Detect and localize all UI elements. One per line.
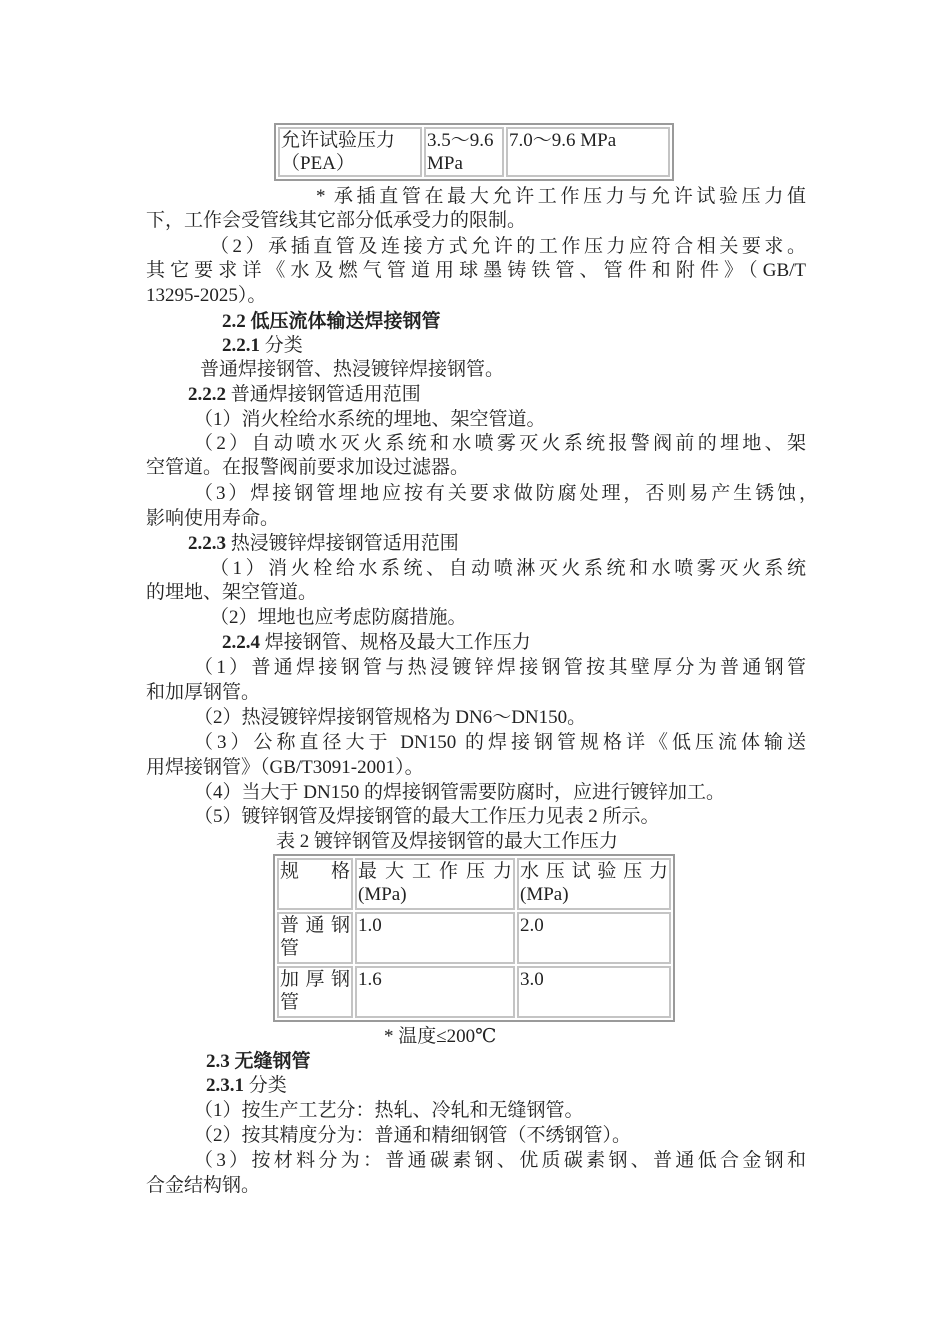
cell-text: 加厚钢: [280, 969, 350, 990]
header-text: 水压试验压力: [520, 861, 668, 882]
subsection-number: 2.2.4: [222, 632, 260, 653]
table-row: [277, 912, 671, 964]
list-item-continued: 的埋地、架空管道。: [146, 582, 318, 603]
subsection-heading: [188, 383, 421, 407]
table-cell: 1.0: [355, 912, 515, 964]
section-number: 2.2: [222, 311, 246, 332]
list-item: （2）自动喷水灭火系统和水喷雾灭火系统报警阀前的埋地、架: [194, 433, 806, 454]
list-item: （1）按生产工艺分：热轧、冷轧和无缝钢管。: [194, 1100, 584, 1121]
paragraph-line: 普通焊接钢管、热浸镀锌焊接钢管。: [200, 359, 505, 380]
table-header-row: [277, 858, 671, 910]
list-item-continued: 和加厚钢管。: [146, 682, 261, 703]
note-line: * 承插直管在最大允许工作压力与允许试验压力值: [316, 186, 806, 207]
steel-pipe-pressure-table: [273, 854, 675, 1022]
table-caption: 表 2 镀锌钢管及焊接钢管的最大工作压力: [276, 831, 619, 852]
subsection-title: 焊接钢管、规格及最大工作压力: [264, 632, 531, 653]
table-row: [277, 966, 671, 1018]
list-item-continued: 影响使用寿命。: [146, 508, 280, 529]
subsection-number: 2.3.1: [206, 1075, 244, 1096]
list-item-continued: 合金结构钢。: [146, 1175, 261, 1196]
list-item: （2）热浸镀锌焊接钢管规格为 DN6～DN150。: [194, 707, 587, 728]
cell-text: 允许试验压力: [281, 130, 396, 151]
table-cell: 1.6: [355, 966, 515, 1018]
cell-text: 管: [280, 992, 300, 1013]
section-title: 无缝钢管: [234, 1051, 311, 1072]
paragraph-line: 其它要求详《水及燃气管道用球墨铸铁管、管件和附件》（GB/T: [146, 260, 806, 281]
header-text: (MPa): [520, 884, 569, 905]
section-heading: [222, 310, 441, 334]
subsection-heading: [206, 1074, 287, 1098]
subsection-heading: [188, 532, 459, 556]
table-cell: 2.0: [517, 912, 671, 964]
list-item-continued: 用焊接钢管》（GB/T3091-2001）。: [146, 757, 424, 778]
cell-text: （PEA）: [281, 153, 355, 174]
cell-text: 3.5～9.6: [427, 130, 494, 151]
list-item: （3）公称直径大于 DN150 的焊接钢管规格详《低压流体输送: [194, 732, 806, 753]
table-note: * 温度≤200℃: [384, 1026, 497, 1047]
list-item: （4）当大于 DN150 的焊接钢管需要防腐时，应进行镀锌加工。: [194, 782, 725, 803]
list-item: （2）按其精度分为：普通和精细钢管（不绣钢管）。: [194, 1125, 632, 1146]
cell-text: 7.0～9.6 MPa: [509, 130, 617, 151]
header-text: (MPa): [358, 884, 407, 905]
table-cell: [277, 912, 353, 964]
table-row: [278, 127, 670, 177]
header-text: 最大工作压力: [358, 861, 512, 882]
list-item: （1）消火栓给水系统的埋地、架空管道。: [194, 409, 546, 430]
table-cell: [278, 127, 422, 177]
list-item: （1）普通焊接钢管与热浸镀锌焊接钢管按其壁厚分为普通钢管: [194, 657, 806, 678]
section-title: 低压流体输送焊接钢管: [250, 311, 441, 332]
table-cell: [277, 966, 353, 1018]
note-line: 下，工作会受管线其它部分低承受力的限制。: [146, 210, 527, 231]
cell-text: MPa: [427, 153, 463, 174]
table-cell: [506, 127, 670, 177]
subsection-number: 2.2.3: [188, 533, 226, 554]
cell-text: 普通钢: [280, 915, 350, 936]
pressure-table-continued: [274, 123, 674, 181]
table-cell: [424, 127, 504, 177]
list-item: （2）埋地也应考虑防腐措施。: [210, 607, 467, 628]
paragraph-line: （2）承插直管及连接方式允许的工作压力应符合相关要求。: [210, 236, 806, 257]
header-text: 规格: [280, 861, 350, 882]
subsection-title: 热浸镀锌焊接钢管适用范围: [230, 533, 459, 554]
list-item-continued: 空管道。在报警阀前要求加设过滤器。: [146, 457, 470, 478]
subsection-title: 分类: [248, 1075, 287, 1096]
subsection-title: 分类: [264, 335, 303, 356]
table-cell: 3.0: [517, 966, 671, 1018]
table-header-cell: [517, 858, 671, 910]
subsection-number: 2.2.1: [222, 335, 260, 356]
subsection-title: 普通焊接钢管适用范围: [230, 384, 421, 405]
cell-text: 管: [280, 938, 300, 959]
table-header-cell: [355, 858, 515, 910]
subsection-heading: [222, 631, 531, 655]
subsection-number: 2.2.2: [188, 384, 226, 405]
paragraph-line: 13295-2025）。: [146, 285, 267, 306]
section-number: 2.3: [206, 1051, 230, 1072]
section-heading: [206, 1050, 311, 1074]
subsection-heading: [222, 334, 303, 358]
table-header-cell: [277, 858, 353, 910]
list-item: （1）消火栓给水系统、自动喷淋灭火系统和水喷雾灭火系统: [210, 558, 806, 579]
list-item: （3）焊接钢管埋地应按有关要求做防腐处理，否则易产生锈蚀，: [194, 483, 818, 504]
list-item: （3）按材料分为：普通碳素钢、优质碳素钢、普通低合金钢和: [194, 1150, 806, 1171]
list-item: （5）镀锌钢管及焊接钢管的最大工作压力见表 2 所示。: [194, 806, 660, 827]
